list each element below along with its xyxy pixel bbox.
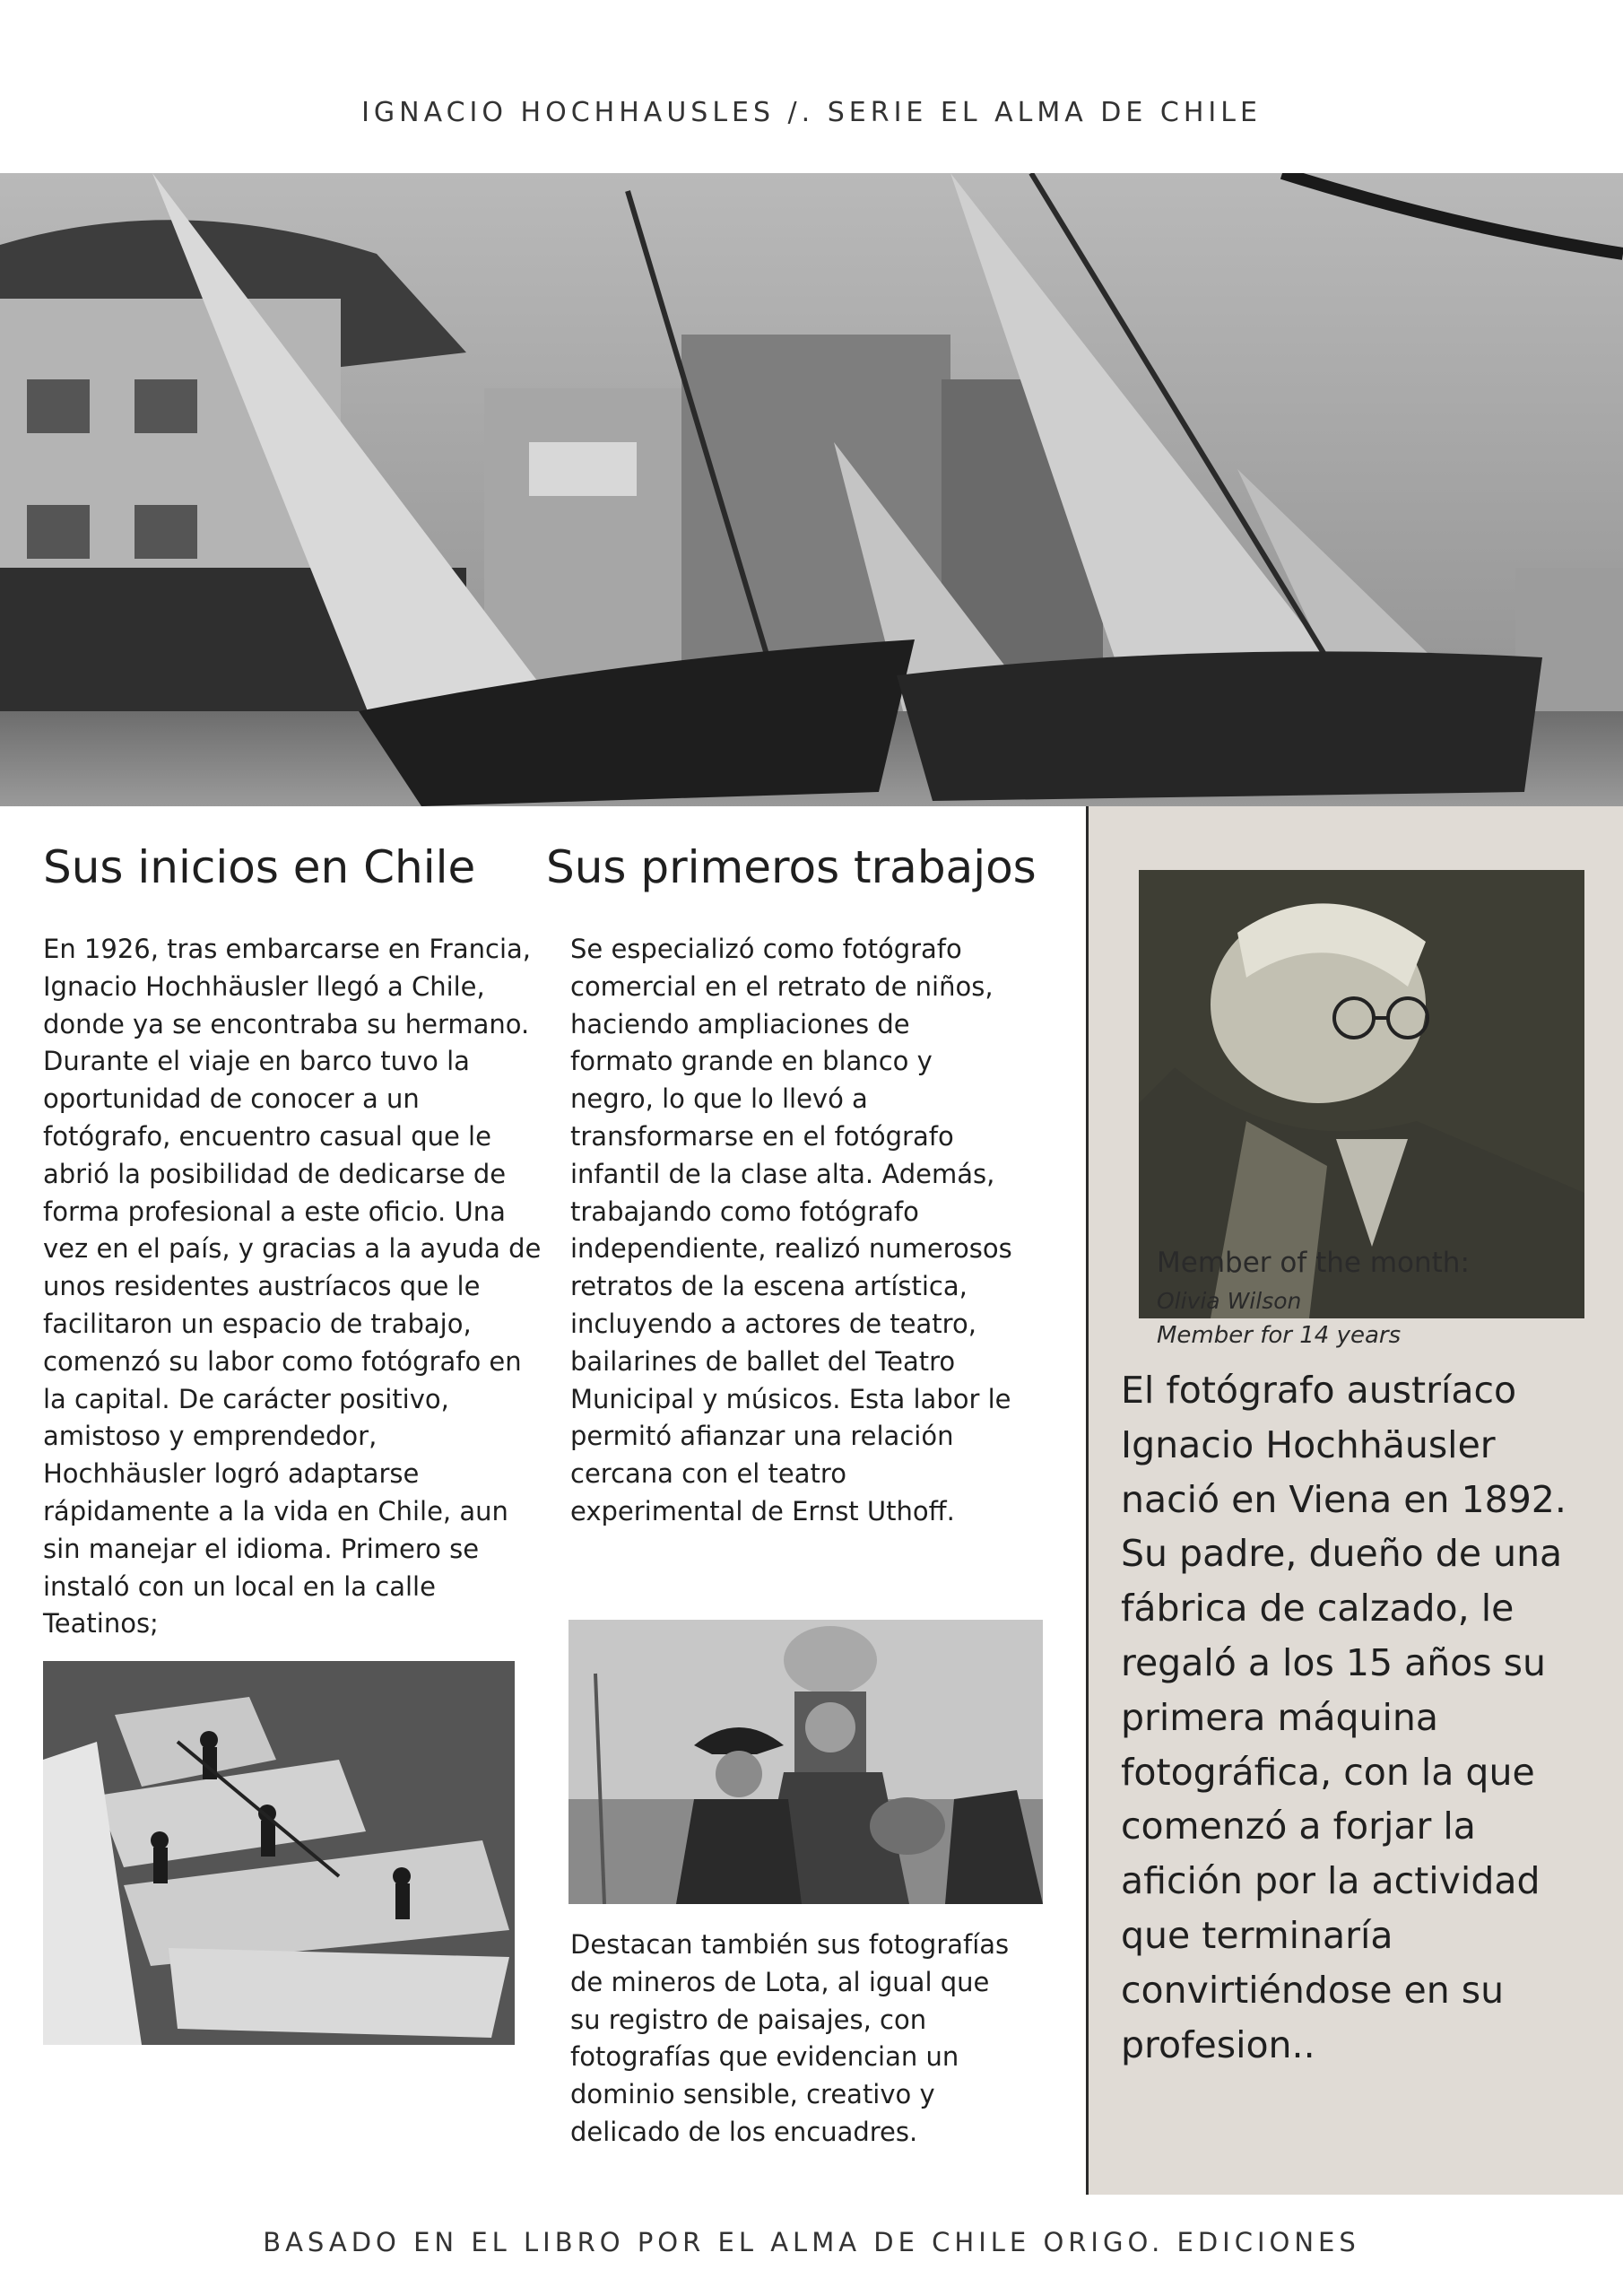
text-line: regaló a los 15 años su bbox=[1121, 1640, 1547, 1684]
women-with-baskets-photo bbox=[568, 1620, 1043, 1904]
text-line: de mineros de Lota, al igual que bbox=[570, 1966, 990, 1997]
text-line: comenzó a forjar la bbox=[1121, 1805, 1476, 1848]
middle-column-lower-body bbox=[570, 1926, 1072, 2152]
text-line: nació en Viena en 1892. bbox=[1121, 1477, 1567, 1521]
text-line: abrió la posibilidad de dedicarse de bbox=[43, 1158, 507, 1189]
text-line: su registro de paisajes, con bbox=[570, 2004, 927, 2035]
text-line: El fotógrafo austríaco bbox=[1121, 1369, 1517, 1412]
page-footer: BASADO EN EL LIBRO POR EL ALMA DE CHILE ORIGO. EDICIONES bbox=[263, 2227, 1360, 2257]
text-line: donde ya se encontraba su hermano. bbox=[43, 1008, 530, 1039]
middle-column-body bbox=[570, 931, 1072, 1531]
text-line: amistoso y emprendedor, bbox=[43, 1421, 378, 1452]
hero-photo bbox=[0, 173, 1623, 806]
text-line: experimental de Ernst Uthoff. bbox=[570, 1495, 955, 1526]
text-line: infantil de la clase alta. Además, bbox=[570, 1158, 995, 1189]
member-caption-title: Member of the month: bbox=[1157, 1247, 1470, 1279]
text-line: Hochhäusler logró adaptarse bbox=[43, 1458, 420, 1490]
text-line: Durante el viaje en barco tuvo la bbox=[43, 1046, 470, 1077]
page-header-title: IGNACIO HOCHHAUSLES /. SERIE EL ALMA DE CHILE bbox=[361, 97, 1262, 128]
text-line: Su padre, dueño de una bbox=[1121, 1532, 1563, 1576]
left-column-body bbox=[43, 931, 545, 1643]
text-line: dominio sensible, creativo y bbox=[570, 2079, 935, 2110]
text-line: Municipal y músicos. Esta labor le bbox=[570, 1383, 1011, 1414]
text-line: Teatinos; bbox=[43, 1608, 159, 1639]
text-line: fotografías que evidencian un bbox=[570, 2041, 959, 2073]
text-line: Ignacio Hochhäusler bbox=[1121, 1422, 1496, 1466]
text-line: bailarines de ballet del Teatro bbox=[570, 1345, 956, 1377]
text-line: haciendo ampliaciones de bbox=[570, 1008, 910, 1039]
text-line: Ignacio Hochhäusler llegó a Chile, bbox=[43, 970, 485, 1002]
member-caption-years: Member for 14 years bbox=[1157, 1322, 1402, 1349]
text-line: trabajando como fotógrafo bbox=[570, 1196, 919, 1227]
text-line: transformarse en el fotógrafo bbox=[570, 1120, 954, 1152]
text-line: facilitaron un espacio de trabajo, bbox=[43, 1308, 472, 1339]
text-line: profesion.. bbox=[1121, 2022, 1315, 2066]
rowboats-photo bbox=[43, 1661, 515, 2045]
text-line: sin manejar el idioma. Primero se bbox=[43, 1533, 480, 1564]
text-line: comercial en el retrato de niños, bbox=[570, 970, 994, 1002]
text-line: rápidamente a la vida en Chile, aun bbox=[43, 1495, 508, 1526]
text-line: independiente, realizó numerosos bbox=[570, 1233, 1012, 1265]
text-line: que terminaría bbox=[1121, 1913, 1393, 1957]
middle-column-heading: Sus primeros trabajos bbox=[546, 841, 1037, 893]
text-line: instaló con un local en la calle bbox=[43, 1570, 436, 1602]
text-line: delicado de los encuadres. bbox=[570, 2116, 918, 2147]
text-line: fábrica de calzado, le bbox=[1121, 1587, 1515, 1631]
text-line: En 1926, tras embarcarse en Francia, bbox=[43, 934, 531, 964]
member-caption-name: Olivia Wilson bbox=[1157, 1288, 1302, 1314]
text-line: oportunidad de conocer a un bbox=[43, 1083, 420, 1115]
text-line: Se especializó como fotógrafo bbox=[570, 934, 962, 964]
text-line: cercana con el teatro bbox=[570, 1458, 846, 1490]
text-line: unos residentes austríacos que le bbox=[43, 1271, 481, 1302]
sidebar-body bbox=[1121, 1363, 1605, 2072]
text-line: negro, lo que lo llevó a bbox=[570, 1083, 868, 1115]
text-line: Destacan también sus fotografías bbox=[570, 1929, 1010, 1960]
text-line: convirtiéndose en su bbox=[1121, 1968, 1505, 2012]
text-line: la capital. De carácter positivo, bbox=[43, 1383, 449, 1414]
text-line: primera máquina bbox=[1121, 1695, 1439, 1739]
text-line: permitó afianzar una relación bbox=[570, 1421, 954, 1452]
text-line: fotográfica, con la que bbox=[1121, 1750, 1535, 1794]
text-line: comenzó su labor como fotógrafo en bbox=[43, 1345, 522, 1377]
text-line: afición por la actividad bbox=[1121, 1859, 1541, 1903]
text-line: vez en el país, y gracias a la ayuda de bbox=[43, 1233, 542, 1265]
text-line: incluyendo a actores de teatro, bbox=[570, 1308, 976, 1339]
text-line: retratos de la escena artística, bbox=[570, 1271, 968, 1302]
text-line: forma profesional a este oficio. Una bbox=[43, 1196, 506, 1227]
text-line: formato grande en blanco y bbox=[570, 1046, 933, 1077]
vertical-divider bbox=[1086, 806, 1089, 2195]
left-column-heading: Sus inicios en Chile bbox=[43, 841, 476, 893]
text-line: fotógrafo, encuentro casual que le bbox=[43, 1120, 491, 1152]
